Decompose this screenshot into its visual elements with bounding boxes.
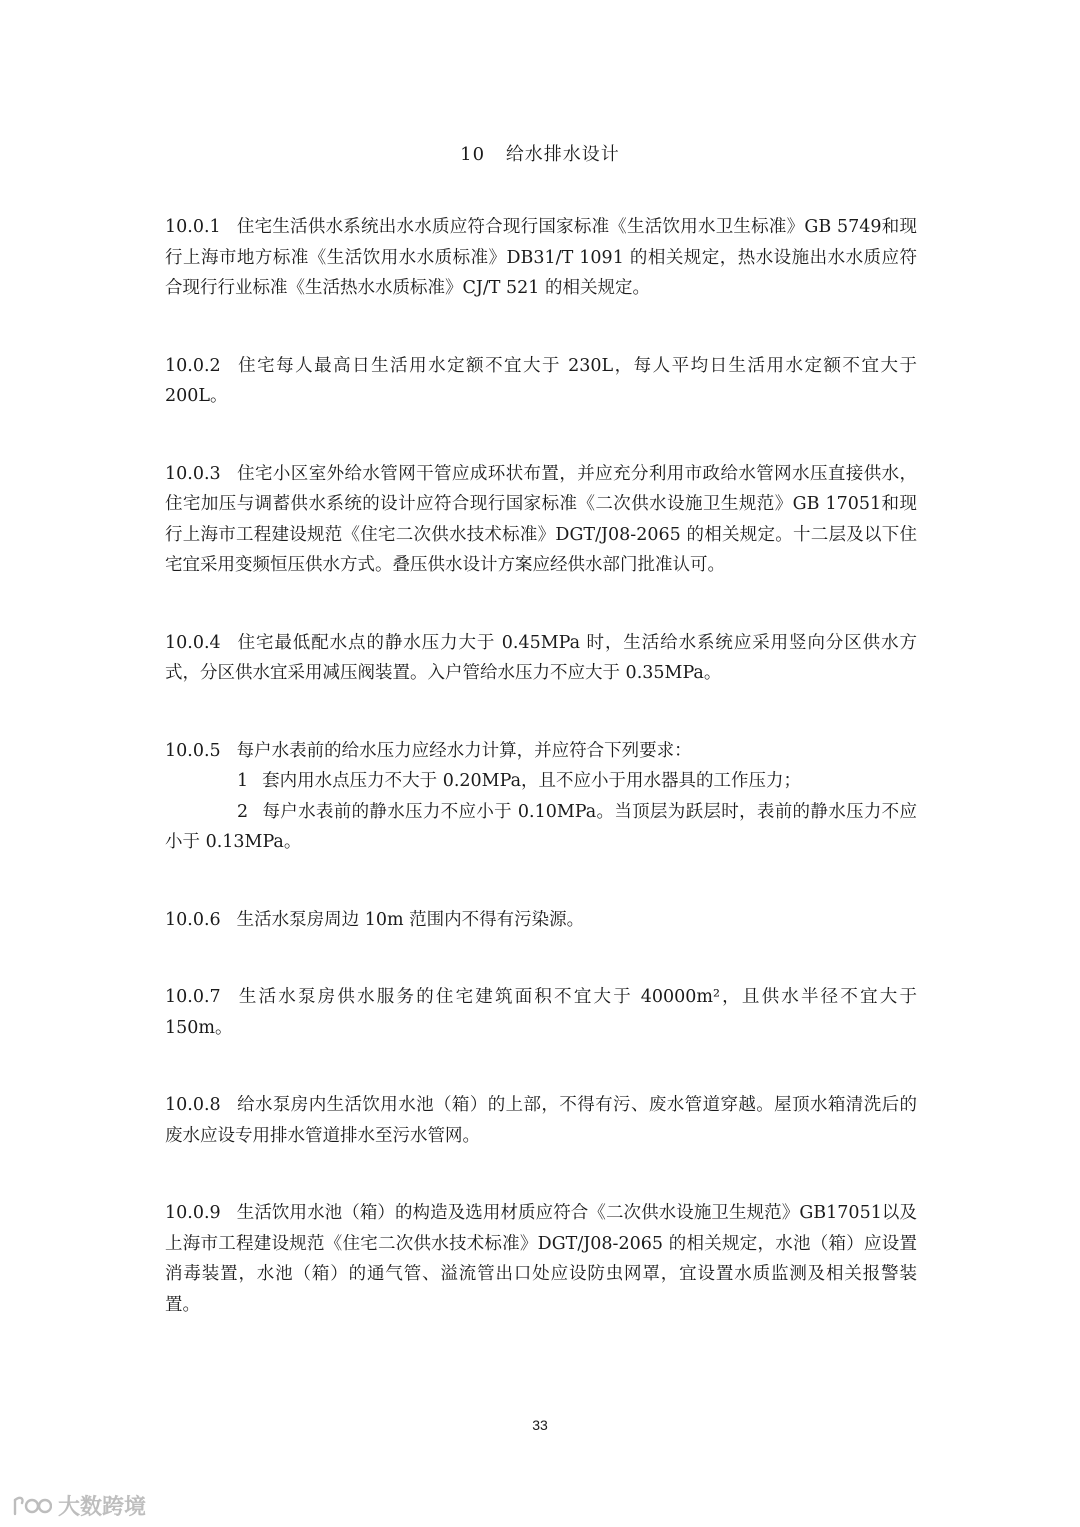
chapter-heading — [0, 140, 1080, 166]
clause-text: 生活水泵房供水服务的住宅建筑面积不宜大于 40000m²，且供水半径不宜大于 150m。 — [165, 987, 917, 1038]
clause-number: 10.0.6 — [165, 909, 221, 930]
clause-10-0-3 — [165, 459, 917, 581]
clause-number: 10.0.1 — [165, 217, 221, 237]
clause-text: 住宅小区室外给水管网干管应成环状布置，并应充分利用市政给水管网水压直接供水，住宅加压与调蓄供水系统的设计应符合现行国家标准《二次供水设施卫生规范》GB 17051和现行上海市工程建设规范《住宅二次供水技术标准》DGT/J08-2065 的相关规定。十二层及以下住宅宜采用变频恒压供水方式。叠压供水设计方案应经供水部门批准认可。 — [165, 463, 917, 575]
chapter-number: 10 — [460, 144, 486, 165]
clause-lead — [165, 736, 917, 767]
brand-logo-icon — [12, 1494, 52, 1518]
clause-number: 10.0.7 — [165, 987, 221, 1007]
clause-text: 每户水表前的给水压力应经水力计算，并应符合下列要求： — [236, 740, 692, 761]
item-text: 套内用水点压力不大于 0.20MPa，且不应小于用水器具的工作压力； — [262, 771, 802, 791]
clause-text: 住宅生活供水系统出水水质应符合现行国家标准《生活饮用水卫生标准》GB 5749和现行上海市地方标准《生活饮用水水质标准》DB31/T 1091 的相关规定，热水设施出水水质应符合现行行业标准《生活热水水质标准》CJ/T 521 的相关规定。 — [165, 217, 917, 298]
clause-number: 10.0.3 — [165, 463, 221, 484]
clause-text: 生活水泵房周边 10m 范围内不得有污染源。 — [236, 909, 585, 930]
clause-10-0-5 — [165, 736, 917, 858]
page-number: 33 — [532, 1417, 548, 1433]
clause-10-0-7 — [165, 982, 917, 1043]
clause-number: 10.0.8 — [165, 1095, 221, 1115]
item-text: 每户水表前的静水压力不应小于 0.10MPa。当顶层为跃层时，表前的静水压力不应小于 0.13MPa。 — [165, 801, 917, 852]
clause-item — [165, 766, 917, 797]
clause-10-0-9 — [165, 1198, 917, 1320]
clause-10-0-2 — [165, 351, 917, 412]
document-body — [165, 212, 917, 1367]
clause-text: 给水泵房内生活饮用水池（箱）的上部，不得有污、废水管道穿越。屋顶水箱清洗后的废水应设专用排水管道排水至污水管网。 — [165, 1095, 917, 1146]
chapter-title: 给水排水设计 — [505, 144, 620, 165]
item-number: 1 — [237, 771, 249, 791]
clause-item — [165, 797, 917, 858]
clause-10-0-4 — [165, 628, 917, 689]
clause-number: 10.0.5 — [165, 740, 221, 761]
clause-text: 住宅每人最高日生活用水定额不宜大于 230L，每人平均日生活用水定额不宜大于 200L。 — [165, 355, 917, 406]
clause-10-0-6 — [165, 905, 917, 936]
item-number: 2 — [237, 801, 249, 822]
clause-text: 住宅最低配水点的静水压力大于 0.45MPa 时，生活给水系统应采用竖向分区供水方式，分区供水宜采用减压阀装置。入户管给水压力不应大于 0.35MPa。 — [165, 632, 917, 683]
watermark-text: 大数跨境 — [58, 1495, 147, 1520]
clause-text: 生活饮用水池（箱）的构造及选用材质应符合《二次供水设施卫生规范》GB17051以及上海市工程建设规范《住宅二次供水技术标准》DGT/J08-2065 的相关规定，水池（箱）应设置消毒装置，水池（箱）的通气管、溢流管出口处应设防虫网罩，宜设置水质监测及相关报警装置。 — [165, 1203, 917, 1315]
clause-number: 10.0.2 — [165, 355, 221, 376]
watermark — [12, 1490, 146, 1521]
clause-10-0-8 — [165, 1090, 917, 1151]
clause-number: 10.0.9 — [165, 1203, 221, 1223]
clause-10-0-1 — [165, 212, 917, 304]
clause-number: 10.0.4 — [165, 632, 221, 653]
